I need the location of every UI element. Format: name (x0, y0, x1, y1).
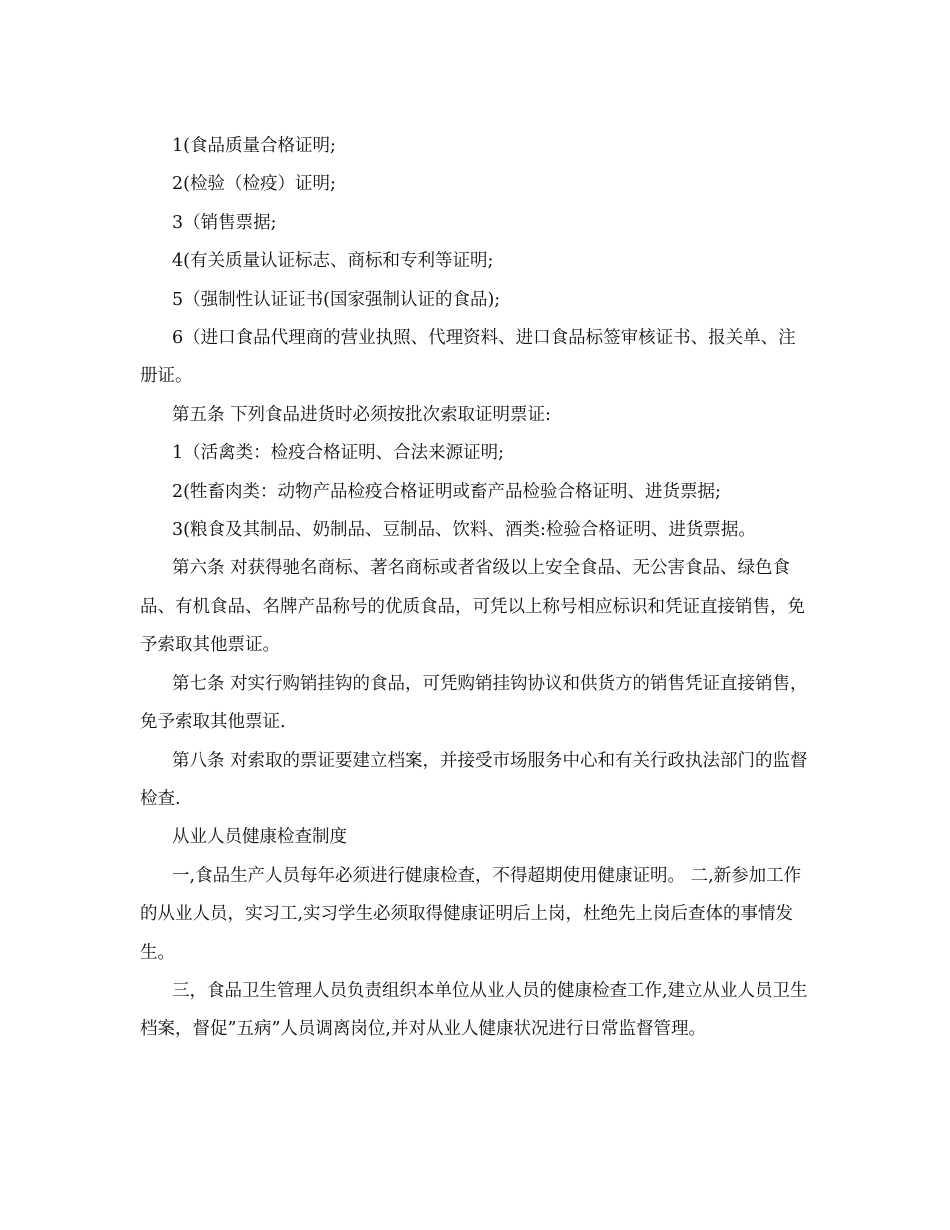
paragraph-item-2: 2(检验（检疫）证明; (172, 174, 336, 195)
paragraph-item-5: 5（强制性认证证书(国家强制认证的食品); (172, 289, 501, 310)
paragraph-item-3: 3（销售票据; (172, 212, 277, 233)
paragraph-item-1: 1(食品质量合格证明; (172, 136, 336, 156)
section-title-health-check: 从业人员健康检查制度 (172, 827, 347, 848)
document-body (140, 127, 812, 1049)
article-8: 第八条 对索取的票证要建立档案，并接受市场服务中心和有关行政执法部门的监督检查. (140, 750, 808, 809)
article-6: 第六条 对获得驰名商标、著名商标或者省级以上安全食品、无公害食品、绿色食品、有机食品、名牌产品称号的优质食品，可凭以上称号相应标识和凭证直接销售，免予索取其他票证。 (140, 558, 805, 656)
article-5-item-2: 2(牲畜肉类：动物产品检疫合格证明或畜产品检验合格证明、进货票据; (172, 481, 721, 502)
article-5-heading: 第五条 下列食品进货时必须按批次索取证明票证: (172, 404, 551, 425)
health-rule-3: 三，食品卫生管理人员负责组织本单位从业人员的健康检查工作,建立从业人员卫生档案，督促”五病”人员调离岗位,并对从业人健康状况进行日常监督管理。 (140, 980, 808, 1040)
health-rule-1-2: 一,食品生产人员每年必须进行健康检查，不得超期使用健康证明。 二,新参加工作的从业人员，实习工,实习学生必须取得健康证明后上岗，杜绝先上岗后查体的事情发生。 (140, 865, 802, 963)
paragraph-item-4: 4(有关质量认证标志、商标和专利等证明; (172, 251, 494, 272)
article-5-item-1: 1（活禽类：检疫合格证明、合法来源证明; (172, 443, 505, 464)
article-7: 第七条 对实行购销挂钩的食品，可凭购销挂钩协议和供货方的销售凭证直接销售，免予索取其他票证. (140, 673, 808, 733)
article-5-item-3: 3(粮食及其制品、奶制品、豆制品、饮料、酒类:检验合格证明、进货票据。 (172, 520, 756, 541)
paragraph-item-6: 6（进口食品代理商的营业执照、代理资料、进口食品标签审核证书、报关单、注册证。 (140, 328, 796, 387)
